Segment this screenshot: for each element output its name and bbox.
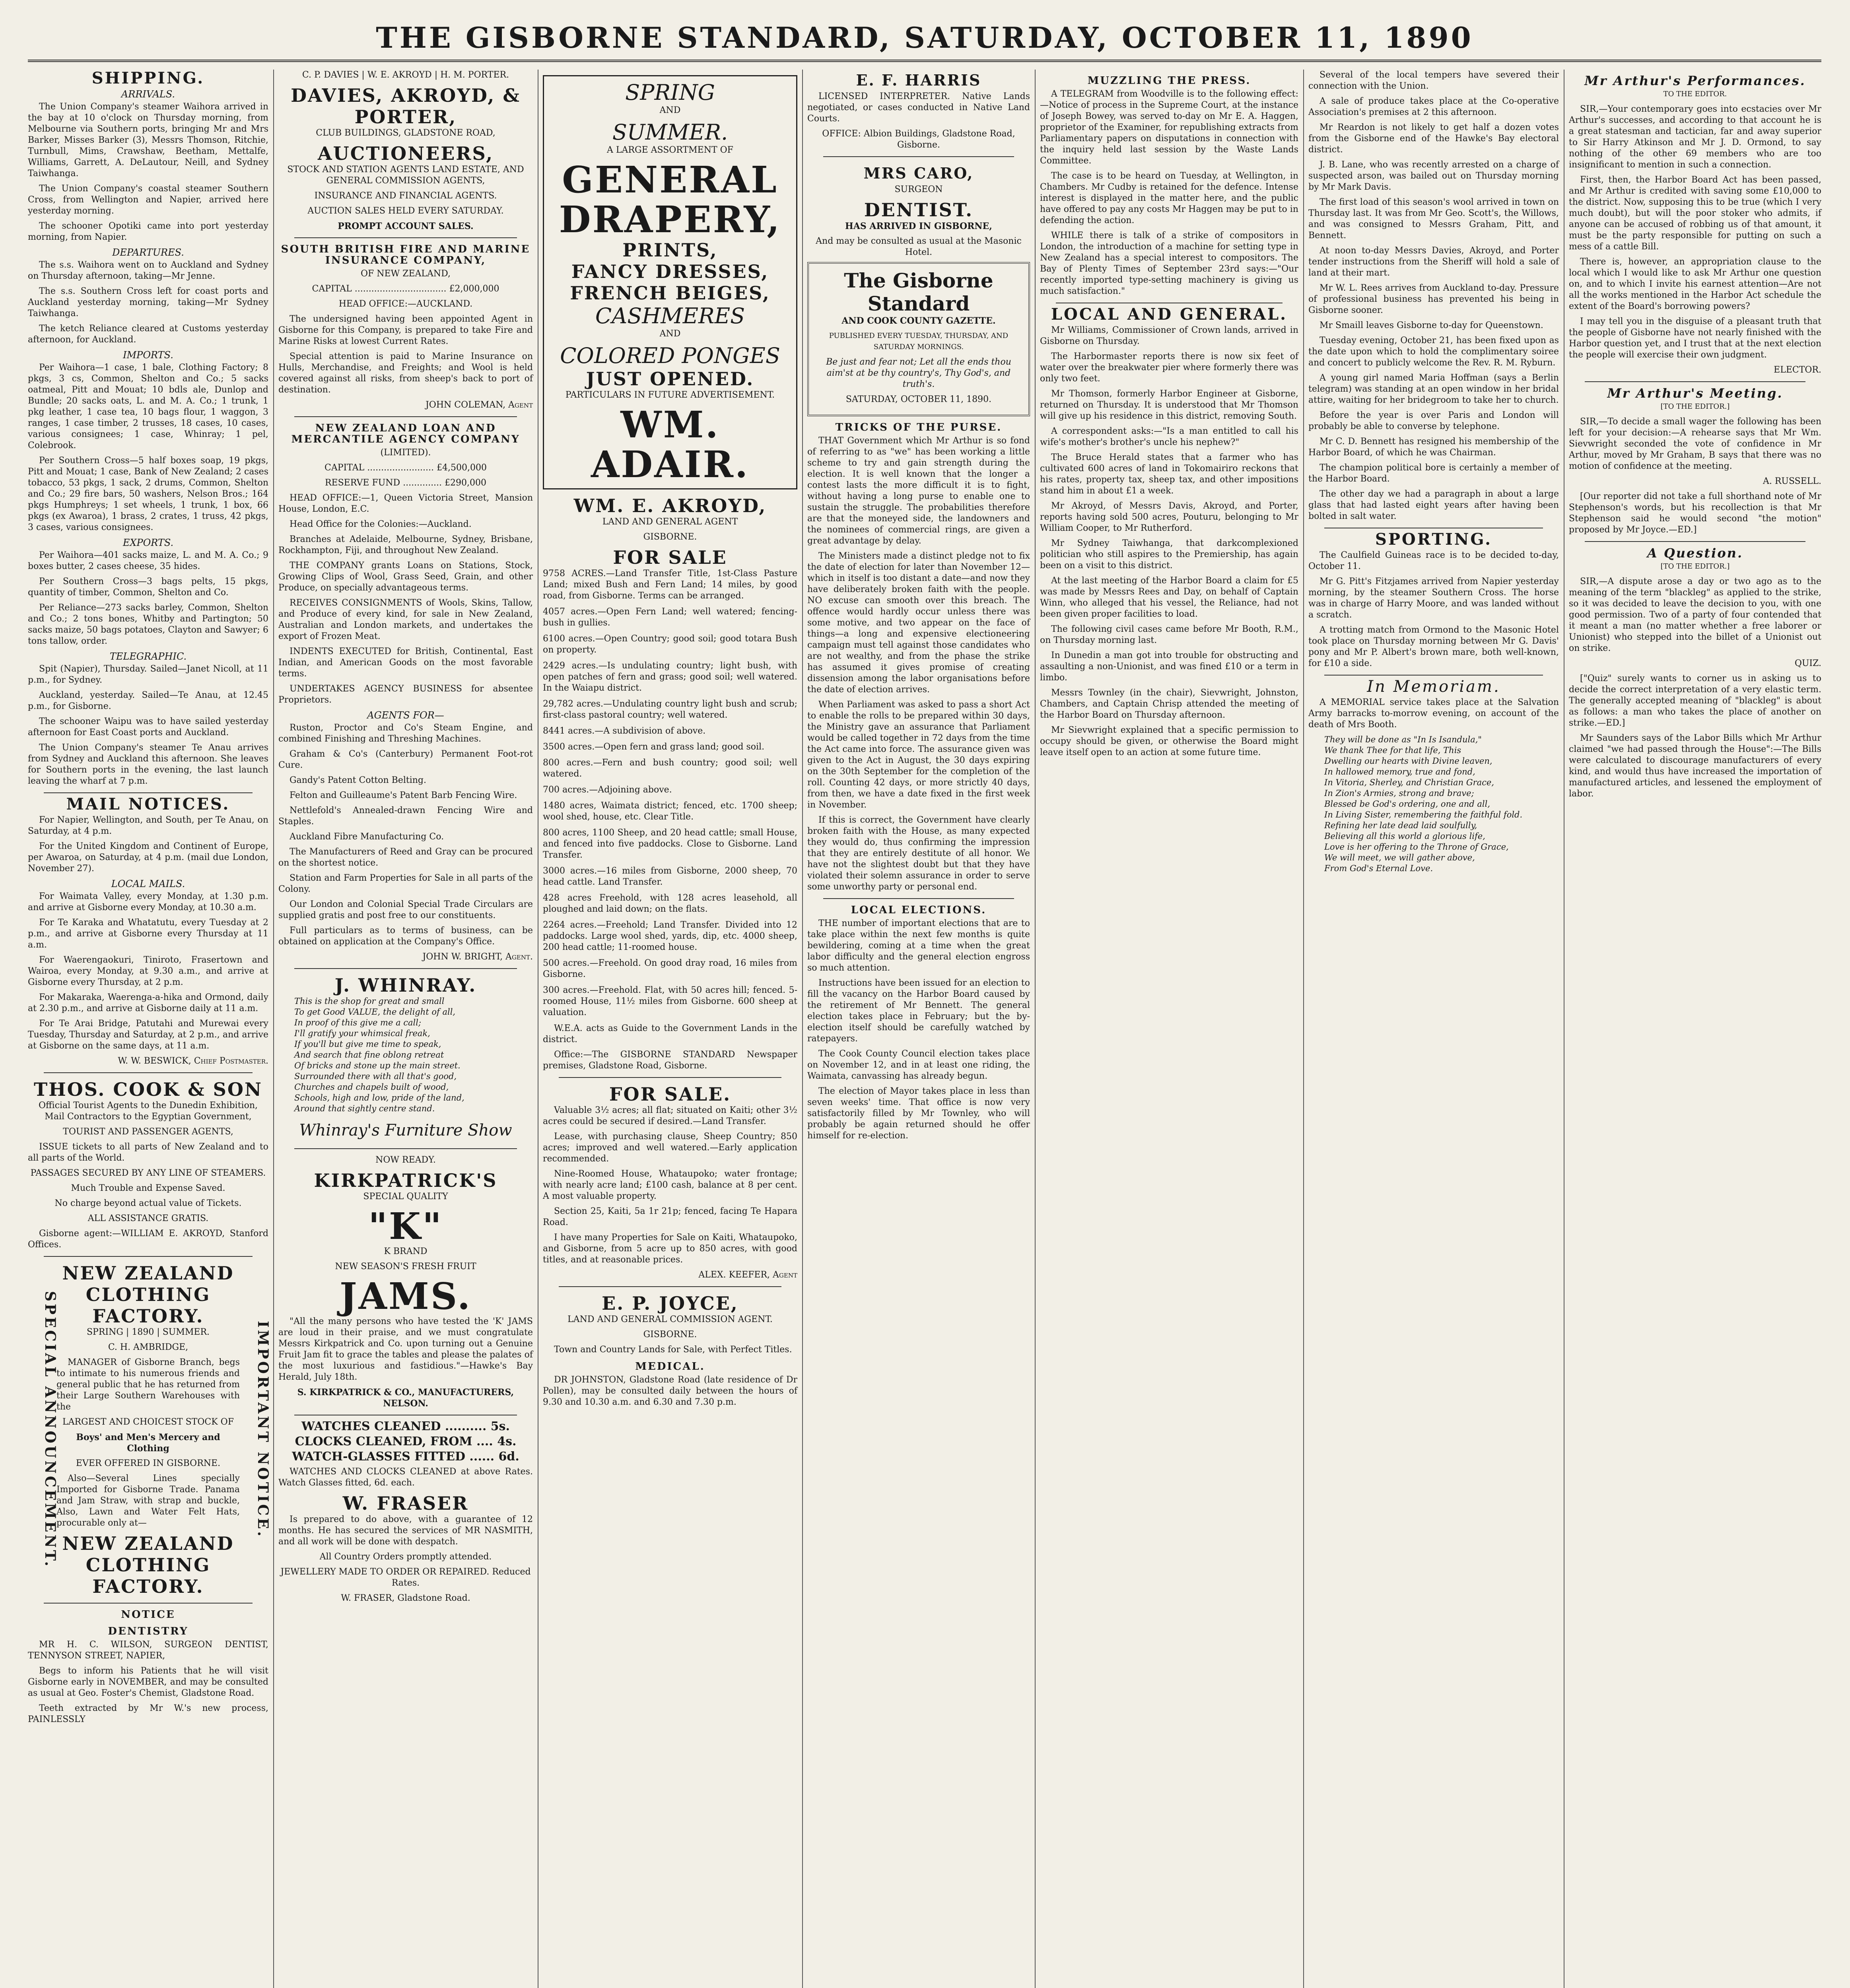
paragraph: "All the many persons who have tested the 'K' JAMS are loud in their praise, and we must congratulate Messrs Kirkpatrick and Co. upon turning out a Genuine Fruit Jam fit to grace the tables and please the palates of the most luxurious and fastidious."—Hawke's Bay Herald, July 18th. <box>278 1316 533 1382</box>
cook-heading: THOS. COOK & SON <box>33 1079 262 1100</box>
paragraph: Felton and Guilleaume's Patent Barb Fencing Wire. <box>290 790 517 800</box>
clothing-factory-footer: NEW ZEALAND CLOTHING FACTORY. <box>62 1533 234 1597</box>
sale-listing: 800 acres, 1100 Sheep, and 20 head cattle; small House, and fenced into five paddocks. Close to Gisborne. Land Transfer. <box>543 828 797 860</box>
agents-for-heading: AGENTS FOR— <box>367 710 444 721</box>
paragraph: At noon to-day Messrs Davies, Akroyd, and Porter tender instructions from the Sheriff will hold a sale of land at their mart. <box>1308 246 1559 278</box>
general-heading: GENERAL <box>562 158 778 201</box>
sale-listing: 2264 acres.—Freehold; Land Transfer. Divided into 12 paddocks. Large wool shed, yards, dip, etc. 4000 sheep, 200 head cattle; 11-roomed house. <box>543 920 797 952</box>
signature: A. RUSSELL. <box>1763 476 1821 486</box>
paragraph: WHILE there is talk of a strike of compositors in London, the introduction of a machine for setting type in New Zealand has a special interest to compositors. The Bay of Plenty Times of September 23rd says:—"Our recently imported type-setting machinery is giving us much satisfaction." <box>1040 231 1298 296</box>
paragraph: RECEIVES CONSIGNMENTS of Wools, Skins, Tallow, and Produce of every kind, for sale in New Zealand, Australian and London markets, and undertakes the export of Frozen Meat. <box>278 598 533 641</box>
paragraph: Spit (Napier), Thursday. Sailed—Janet Nicoll, at 11 p.m., for Sydney. <box>28 664 268 685</box>
signature: QUIZ. <box>1794 658 1821 668</box>
paragraph: Our London and Colonial Special Trade Circulars are supplied gratis and post free to our constituents. <box>278 899 533 920</box>
paragraph: No charge beyond actual value of Tickets. <box>54 1198 242 1208</box>
signature: JOHN COLEMAN, Agent <box>425 400 533 410</box>
paragraph: WATCHES AND CLOCKS CLEANED at above Rates. Watch Glasses fitted, 6d. each. <box>278 1467 533 1488</box>
paragraph: Messrs Townley (in the chair), Sievwright, Johnston, Chambers, and Captain Chrisp attended the meeting of the Harbor Board on Thursday afternoon. <box>1040 688 1298 720</box>
paragraph: TO THE EDITOR. <box>1663 90 1727 98</box>
paragraph: W. FRASER, Gladstone Road. <box>341 1593 470 1603</box>
whinray-footer: Whinray's Furniture Show <box>299 1121 512 1140</box>
paragraph: When Parliament was asked to pass a short Act to enable the rolls to be prepared within 30 days, the Ministry gave an assurance that Parliament would be called together in 72 days from the time the Act came into force. The assurance given was given to the Act in August, the 30 days expiring on the 30th September for the completion of the roll. Counting 42 days, or more strictly 40 days, from then, we have a date fixed in the first week in November. <box>807 700 1030 810</box>
sale-listing: 29,782 acres.—Undulating country light bush and scrub; first-class pastoral country; well watered. <box>543 699 797 720</box>
side-label-right: IMPORTANT NOTICE. <box>255 1321 271 1539</box>
firm-heading: DAVIES, AKROYD, & PORTER, <box>291 85 521 128</box>
paragraph: For Makaraka, Waerenga-a-hika and Ormond, daily at 2.30 p.m., and arrive at Gisborne daily at 11 a.m. <box>28 992 268 1013</box>
paragraph: Lease, with purchasing clause, Sheep Country; 850 acres; improved and well watered.—Early application recommended. <box>543 1132 797 1164</box>
paragraph: A MEMORIAL service takes place at the Salvation Army barracks to-morrow evening, on account of the death of Mrs Booth. <box>1308 697 1559 730</box>
paragraph: Several of the local tempers have severed their connection with the Union. <box>1308 70 1559 91</box>
medical-heading: MEDICAL. <box>635 1361 705 1373</box>
paragraph: K BRAND <box>384 1246 428 1256</box>
south-british-heading: SOUTH BRITISH FIRE AND MARINE INSURANCE COMPANY, <box>281 243 531 266</box>
paragraph: MANAGER of Gisborne Branch, begs to intimate to his numerous friends and general public that he has returned from their Large Southern Warehouses with the <box>56 1357 240 1412</box>
column-rule <box>1035 70 1036 1988</box>
clothing-factory-heading: NEW ZEALAND CLOTHING FACTORY. <box>62 1262 234 1327</box>
divider <box>1585 541 1805 542</box>
divider <box>44 1256 253 1257</box>
paragraph: STOCK AND STATION AGENTS LAND ESTATE, AND GENERAL COMMISSION AGENTS, <box>287 165 524 186</box>
signature: JOHN W. BRIGHT, Agent. <box>422 952 533 962</box>
paragraph: For Napier, Wellington, and South, per Te Anau, on Saturday, at 4 p.m. <box>28 815 268 836</box>
exports-heading: EXPORTS. <box>122 537 174 548</box>
divider <box>294 416 517 417</box>
paragraph: NEW SEASON'S FRESH FRUIT <box>335 1262 476 1272</box>
french-heading: FRENCH BEIGES, <box>570 282 770 304</box>
telegraphic-heading: TELEGRAPHIC. <box>109 651 187 662</box>
paragraph: A sale of produce takes place at the Co-operative Association's premises at 2 this afternoon. <box>1308 96 1559 117</box>
sale-listing: 800 acres.—Fern and bush country; good soil; well watered. <box>543 758 797 779</box>
column-editorial <box>807 70 1030 1988</box>
nz-loan-heading: NEW ZEALAND LOAN AND MERCANTILE AGENCY COMPANY <box>291 422 520 445</box>
paragraph: Boys' and Men's Mercery and Clothing <box>76 1432 220 1454</box>
paragraph: Be just and fear not; Let all the ends thou aim'st at be thy country's, Thy God's, and truth's. <box>826 357 1011 389</box>
divider <box>823 898 1014 899</box>
paragraph: A LARGE ASSORTMENT OF <box>607 145 733 155</box>
paragraph: INSURANCE AND FINANCIAL AGENTS. <box>314 191 497 201</box>
paragraph: Per Waihora—401 sacks maize, L. and M. A. Co.; 9 boxes butter, 2 cases cheese, 35 hides. <box>28 550 268 571</box>
dentistry-heading: DENTISTRY <box>108 1625 188 1637</box>
performances-heading: Mr Arthur's Performances. <box>1584 73 1806 88</box>
column-agents <box>278 70 533 1988</box>
paragraph: Per Southern Cross—3 bags pelts, 15 pkgs, quantity of timber, Common, Shelton and Co. <box>28 577 268 598</box>
paragraph: NOW READY. <box>375 1155 436 1165</box>
paragraph: J. B. Lane, who was recently arrested on a charge of suspected arson, was bailed out on Thursday morning by Mr Mark Davis. <box>1308 160 1559 192</box>
paragraph: C. H. AMBRIDGE, <box>108 1342 188 1352</box>
sale-listing: 6100 acres.—Open Country; good soil; good totara Bush on property. <box>543 634 797 655</box>
paragraph: Mr Akroyd, of Messrs Davis, Akroyd, and Porter, reports having sold 500 acres, Pouturu, belonging to Mr William Cooper, to Mr Rutherford. <box>1040 501 1298 533</box>
paragraph: S. KIRKPATRICK & CO., MANUFACTURERS, NELSON. <box>297 1387 514 1409</box>
column-rule <box>802 70 803 1988</box>
paragraph: The undersigned having been appointed Agent in Gisborne for this Company, is prepared to take Fire and Marine Risks at lowest Current Rates. <box>278 314 533 346</box>
shipping-heading: SHIPPING. <box>91 69 205 87</box>
paragraph: The Caulfield Guineas race is to be decided to-day, October 11. <box>1308 550 1559 571</box>
paragraph: Before the year is over Paris and London will probably be able to converse by telephone. <box>1308 410 1559 431</box>
paragraph: Tuesday evening, October 21, has been fixed upon as the date upon which to hold the complimentary soiree and concert to publicly welcome the Rev. R. M. Ryburn. <box>1308 336 1559 368</box>
divider <box>1324 675 1543 676</box>
paragraph: THE number of important elections that are to take place within the next few months is quite bewildering, coming at a time when the great labor difficulty and the general election engross so much attention. <box>807 918 1030 973</box>
dentist-heading: DENTIST. <box>864 199 974 221</box>
paragraph: The other day we had a paragraph in about a large glass that had lasted eight years after having been bolted in salt water. <box>1308 489 1559 521</box>
adair-heading: WM. ADAIR. <box>591 403 750 486</box>
paragraph: UNDERTAKES AGENCY BUSINESS for absentee Proprietors. <box>278 684 533 705</box>
paragraph: At the last meeting of the Harbor Board a claim for £5 was made by Messrs Rees and Day, on behalf of Captain Winn, who alleged that his vessel, the Reliance, had not been given proper facilities to load. <box>1040 576 1298 619</box>
paper-nameplate <box>807 262 1030 416</box>
paragraph: AND <box>659 329 681 339</box>
column-shipping <box>28 69 271 1988</box>
memoriam-heading: In Memoriam. <box>1367 678 1500 696</box>
paragraph: SPRING | 1890 | SUMMER. <box>86 1327 210 1337</box>
paragraph: The Union Company's coastal steamer Southern Cross, from Wellington and Napier, arrived here yesterday morning. <box>28 184 268 216</box>
divider <box>559 1286 781 1287</box>
paragraph: The election of Mayor takes place in less than seven weeks' time. That office is now very satisfactorily filled by Mr Townley, who will probably be again returned should he offer himself for re-election. <box>807 1086 1030 1141</box>
column-rule <box>273 70 274 1988</box>
divider <box>1585 381 1805 382</box>
paragraph: Mr Smaill leaves Gisborne to-day for Queenstown. <box>1319 320 1543 330</box>
paragraph: SIR,—A dispute arose a day or two ago as to the meaning of the term "blackleg" as applied to the strike, so it was decided to leave the decision to you, with one good permission. Two of a party of four contended that it meant a man (no matter whether a free laborer or Unionist) who stepped into the billet of a Unionist out on strike. <box>1569 577 1821 653</box>
paper-title: The Gisborne Standard <box>844 269 993 315</box>
sale-listing: 3000 acres.—16 miles from Gisborne, 2000 sheep, 70 head cattle. Land Transfer. <box>543 866 797 887</box>
paragraph: Mr W. L. Rees arrives from Auckland to-day. Pressure of professional business has prevented his being in Gisborne sooner. <box>1308 283 1559 315</box>
paragraph: Mr Saunders says of the Labor Bills which Mr Arthur claimed "we had passed through the House":—The Bills were calculated to discourage manufacturers of every kind, and would thus have increased the importation of manufactured articles, and lessened the employment of labor. <box>1569 733 1821 799</box>
paragraph: WATCHES CLEANED .......... 5s. <box>301 1419 510 1433</box>
kirkpatrick-heading: KIRKPATRICK'S <box>314 1170 497 1191</box>
sale-listing: 4057 acres.—Open Fern Land; well watered; fencing-bush in gullies. <box>543 607 797 628</box>
paragraph: LICENSED INTERPRETER. Native Lands negotiated, or cases conducted in Native Land Courts. <box>807 91 1030 124</box>
paragraph: Head Office for the Colonies:—Auckland. <box>290 519 472 529</box>
paragraph: ISSUE tickets to all parts of New Zealand and to all parts of the World. <box>28 1142 268 1163</box>
sale-listing: 428 acres Freehold, with 128 acres leasehold, all ploughed and laid down; on the flats. <box>543 893 797 914</box>
paragraph: Valuable 3½ acres; all flat; situated on Kaiti; other 3½ acres could be secured if desired.—Land Transfer. <box>543 1105 797 1126</box>
paragraph: Ruston, Proctor and Co's Steam Engine, and combined Finishing and Threshing Machines. <box>278 723 533 744</box>
paragraph: Office:—The GISBORNE STANDARD Newspaper premises, Gladstone Road, Gisborne. <box>543 1050 797 1071</box>
paragraph: Full particulars as to terms of business, can be obtained on application at the Company's Office. <box>278 926 533 947</box>
paragraph: In Dunedin a man got into trouble for obstructing and assaulting a non-Unionist, and was fined £10 or a term in limbo. <box>1040 650 1298 683</box>
drapery-ad <box>543 75 797 489</box>
spring-heading: SPRING <box>625 80 715 105</box>
paragraph: MR H. C. WILSON, SURGEON DENTIST, TENNYSON STREET, NAPIER, <box>28 1640 268 1661</box>
local-elections-heading: LOCAL ELECTIONS. <box>851 904 987 916</box>
paragraph: The schooner Waipu was to have sailed yesterday afternoon for East Coast ports and Auckland. <box>28 716 268 738</box>
paragraph: Auckland Fibre Manufacturing Co. <box>290 832 444 842</box>
paragraph: For Waerengaokuri, Tiniroto, Frasertown and Wairoa, every Monday, at 9.30 a.m., and arrive at Gisborne every Thursday, at 2 p.m. <box>28 955 268 987</box>
paragraph: SIR,—Your contemporary goes into ecstacies over Mr Arthur's successes, and according to that account he is a great statesman and tactician, far and away superior to Sir Harry Atkinson and Mr J. D. Ormond, to say nothing of the other 69 members who are too insignificant to mention in such a connection. <box>1569 104 1821 170</box>
paragraph: EVER OFFERED IN GISBORNE. <box>76 1458 221 1468</box>
paragraph: AND COOK COUNTY GAZETTE. <box>841 316 996 326</box>
paragraph: HAS ARRIVED IN GISBORNE, <box>845 221 992 231</box>
divider <box>823 156 1014 157</box>
drapery-heading: DRAPERY, <box>559 198 781 241</box>
divider <box>294 968 517 969</box>
notice-heading: NOTICE <box>121 1609 175 1621</box>
divider <box>559 1077 781 1078</box>
arrivals-heading: ARRIVALS. <box>121 89 175 100</box>
column-news-2 <box>1308 70 1559 1988</box>
memoriam-poem: They will be done as "In Is Isandula," We thank Thee for that life, This Dwelling our hearts with Divine leaven, In hallowed memory, true and fond, In Vitoria, Sherley, and Christian Grace, In Zion's Armies, strong and brave; Blessed be God's ordering, one and all, In Living Sister, remembering the faithful fold. Refining her late dead laid soulfully, Believing all this world a glorious life, Love is her offering to the Throne of Grace, We will meet, we will gather above, From God's Eternal Love. <box>1324 735 1523 873</box>
paragraph: SPECIAL QUALITY <box>363 1192 448 1202</box>
sale-listing: 9758 ACRES.—Land Transfer Title, 1st-Class Pasture Land; mixed Bush and Fern Land; 14 miles, by good road, from Gisborne. Terms can be arranged. <box>543 569 797 601</box>
paragraph: THE COMPANY grants Loans on Stations, Stock, Growing Clips of Wool, Grass Seed, Grain, and other Produce, on specially advantageous terms. <box>278 561 533 593</box>
paragraph: HEAD OFFICE:—1, Queen Victoria Street, Mansion House, London, E.C. <box>278 493 533 514</box>
paragraph: GISBORNE. <box>643 1330 697 1340</box>
caro-heading: MRS CARO, <box>863 164 974 182</box>
sale-listing: 300 acres.—Freehold. Flat, with 50 acres hill; fenced. 5-roomed House, 11½ miles from Gisborne. 600 sheep at valuation. <box>543 985 797 1017</box>
paragraph: AUCTION SALES HELD EVERY SATURDAY. <box>307 206 504 216</box>
paragraph: W.E.A. acts as Guide to the Government Lands in the district. <box>543 1023 797 1044</box>
paragraph: LARGEST AND CHOICEST STOCK OF <box>62 1417 234 1427</box>
mail-notices-heading: MAIL NOTICES. <box>66 795 230 813</box>
column-rule <box>1303 70 1304 1988</box>
prints-heading: PRINTS, <box>622 239 718 261</box>
fancy-heading: FANCY DRESSES, <box>571 261 769 282</box>
paragraph: The Union Company's steamer Te Anau arrives from Sydney and Auckland this afternoon. She leaves for Southern ports in the evening, the last launch leaving the wharf at 7 p.m. <box>28 743 268 786</box>
paragraph: SATURDAY, OCTOBER 11, 1890. <box>845 394 992 404</box>
paragraph: Nine-Roomed House, Whataupoko; water frontage; with nearly acre land; £100 cash, balance at 8 per cent. A most valuable property. <box>543 1169 797 1201</box>
whinray-heading: J. WHINRAY. <box>334 975 477 996</box>
meeting-heading: Mr Arthur's Meeting. <box>1607 386 1783 401</box>
paragraph: The Harbormaster reports there is now six feet of water over the breakwater pier where formerly there was only two feet. <box>1040 351 1298 384</box>
paragraph: LAND AND GENERAL AGENT <box>602 517 738 527</box>
paragraph: Also—Several Lines specially Imported for Gisborne Trade. Panama and Jam Straw, with strap and buckle, Also, Lawn and Water Felt Hats, procurable only at— <box>56 1474 240 1528</box>
masthead: THE GISBORNE STANDARD, SATURDAY, OCTOBER 11, 1890 <box>28 16 1821 62</box>
paragraph: There is, however, an appropriation clause to the local which I would like to ask Mr Arthur one question on, and to which I invite his earnest attention—Are not all the works mentioned in the Harbor Act schedule the extent of the Board's borrowing powers? <box>1569 257 1821 311</box>
signature: W. W. BESWICK, Chief Postmaster. <box>118 1056 268 1066</box>
k-brand-mark: "K" <box>368 1205 443 1248</box>
paragraph: Mr Thomson, formerly Harbor Engineer at Gisborne, returned on Thursday. It is understood that Mr Thomson will give up his residence in this district, removing South. <box>1040 389 1298 421</box>
sale-listing: 3500 acres.—Open fern and grass land; good soil. <box>543 742 765 752</box>
paragraph: GISBORNE. <box>643 532 697 542</box>
paragraph: Section 25, Kaiti, 5a 1r 21p; fenced, facing Te Hapara Road. <box>543 1206 797 1227</box>
paragraph: First, then, the Harbor Board Act has been passed, and Mr Arthur is credited with saving some £10,000 to the district. Now, supposing this to be true (which I very much doubt), but will the poor stoker who admits, if anyone can be accused of robbing us of that amount, it must be the party responsible for putting on such a mess of a cattle Bill. <box>1569 175 1821 252</box>
paragraph: The Bruce Herald states that a farmer who has cultivated 600 acres of land in Tokomairiro reckons that his rates, property tax, sheep tax, and other impositions stand him in about £1 a week. <box>1040 452 1298 496</box>
paragraph: Nettlefold's Annealed-drawn Fencing Wire and Staples. <box>278 806 533 827</box>
paragraph: Per Southern Cross—5 half boxes soap, 19 pkgs, Pitt and Mouat; 1 case, Bank of New Zealand; 2 cases tobacco, 53 pkgs, 1 sack, 2 drums, Common, Shelton and Co.; 29 fire bars, 50 washers, Nelson Bros.; 164 pkgs Humphreys; 1 set wheels, 1 trunk, 1 box, 66 pkgs (ex Awaroa), 1 brass, 2 crates, 1 truss, 42 pkgs, 3 cases, various consignees. <box>28 456 268 532</box>
paragraph: The case is to be heard on Tuesday, at Wellington, in Chambers. Mr Cudby is retained for the defence. Intense interest is displayed in the matter here, and the public have offered to pay any costs Mr Haggen may be put to in defending the action. <box>1040 171 1298 225</box>
paragraph: PASSAGES SECURED BY ANY LINE OF STEAMERS. <box>30 1168 266 1178</box>
paragraph: TOURIST AND PASSENGER AGENTS, <box>63 1127 233 1137</box>
divider <box>294 237 517 238</box>
fraser-heading: W. FRASER <box>342 1493 469 1514</box>
paragraph: CLUB BUILDINGS, GLADSTONE ROAD, <box>316 128 496 138</box>
paragraph: I have many Properties for Sale on Kaiti, Whataupoko, and Gisborne, from 5 acre up to 850 acres, with good titles, and at reasonable prices. <box>543 1233 797 1265</box>
partners-line: C. P. DAVIES | W. E. AKROYD | H. M. PORTER. <box>302 70 509 80</box>
side-label-left: SPECIAL ANNOUNCEMENT. <box>42 1291 58 1569</box>
paragraph: PARTICULARS IN FUTURE ADVERTISEMENT. <box>565 390 775 400</box>
paragraph: Official Tourist Agents to the Dunedin Exhibition, Mail Contractors to the Egyptian Government, <box>39 1101 258 1122</box>
signature: ELECTOR. <box>1774 365 1821 375</box>
paragraph: A young girl named Maria Hoffman (says a Berlin telegram) was standing at an open window in her bridal attire, waiting for her bridegroom to take her to church. <box>1308 373 1559 405</box>
paragraph: The s.s. Southern Cross left for coast ports and Auckland yesterday morning, taking—Mr Sydney Taiwhanga. <box>28 286 268 318</box>
paragraph: Mr Williams, Commissioner of Crown lands, arrived in Gisborne on Thursday. <box>1040 325 1298 346</box>
paragraph: Gisborne agent:—WILLIAM E. AKROYD, Stanford Offices. <box>28 1229 268 1250</box>
auctioneers-heading: AUCTIONEERS, <box>317 143 494 164</box>
sale-listing: 2429 acres.—Is undulating country; light bush, with open patches of fern and grass; good soil; well watered. In the Waiapu district. <box>543 661 797 693</box>
paragraph: LAND AND GENERAL COMMISSION AGENT. <box>567 1314 773 1324</box>
paragraph: [TO THE EDITOR.] <box>1660 562 1730 571</box>
paragraph: The Ministers made a distinct pledge not to fix the date of election for later than November 12—which in itself is too distant a date—and now they have deliberately broken faith with the people. NO excuse can smooth over this breach. The offence would hardly occur unless there was some motive, and two appear on the face of things—a long and expensive electioneering campaign must tell against those candidates who are not wealthy, and from the phase the strike has assumed it gives promise of creating dissension among the labor organisations before the date of election arrives. <box>807 551 1030 695</box>
paragraph: CAPITAL ........................ £4,500,000 <box>325 463 487 473</box>
paragraph: If this is correct, the Government have clearly broken faith with the House, as many expected they would do, thus confirming the impression that they are entirely destitute of all honor. We have not the slightest doubt but that they have violated their solemn assurance in order to serve some unworthy party or personal end. <box>807 815 1030 892</box>
sporting-heading: SPORTING. <box>1375 530 1492 549</box>
opened-heading: JUST OPENED. <box>586 368 754 390</box>
paragraph: The ketch Reliance cleared at Customs yesterday afternoon, for Auckland. <box>28 324 268 345</box>
paragraph: For Waimata Valley, every Monday, at 1.30 p.m. and arrive at Gisborne every Monday, at 10.30 a.m. <box>28 891 268 912</box>
paragraph: The first load of this season's wool arrived in town on Thursday last. It was from Mr Geo. Scott's, the Willows, and was consigned to Messrs Graham, Pitt, and Bennett. <box>1308 197 1559 241</box>
paragraph: OF NEW ZEALAND, <box>360 269 451 279</box>
for-sale-heading-2: FOR SALE. <box>609 1083 731 1105</box>
paragraph: The Cook County Council election takes place on November 12, and in at least one riding, the Waimata, canvassing has already begun. <box>807 1049 1030 1081</box>
paragraph: Town and Country Lands for Sale, with Perfect Titles. <box>554 1345 792 1355</box>
cashmeres-heading: CASHMERES <box>595 303 745 328</box>
harris-heading: E. F. HARRIS <box>856 71 981 89</box>
paragraph: And may be consulted as usual at the Masonic Hotel. <box>816 236 1022 257</box>
paragraph: Per Reliance—273 sacks barley, Common, Shelton and Co.; 2 tons bones, Whitby and Partington; 50 sacks maize, 50 bags potatoes, Clayton and Sawyer; 6 tons tallow, order. <box>28 603 268 646</box>
sale-listing: 700 acres.—Adjoining above. <box>543 785 672 795</box>
paragraph: For the United Kingdom and Continent of Europe, per Awaroa, on Saturday, at 4 p.m. (mail due London, November 27). <box>28 841 268 874</box>
column-news <box>1040 70 1298 1988</box>
paragraph: All Country Orders promptly attended. <box>319 1552 492 1562</box>
paragraph: [Our reporter did not take a full shorthand note of Mr Stephenson's words, but his recollection is that Mr Stephenson said he would second "the motion" proposed by Mr Joyce.—ED.] <box>1569 491 1821 535</box>
paragraph: I may tell you in the disguise of a pleasant truth that the people of Gisborne have not nearly finished with the Harbor question yet, and I trust that at the next election the people will exercise their own judgment. <box>1569 316 1821 360</box>
divider <box>44 1072 253 1073</box>
paragraph: Instructions have been issued for an election to fill the vacancy on the Harbor Board caused by the retirement of Mr Bennett. The general election takes place in February; but the by-election itself should be carefully watched by ratepayers. <box>807 978 1030 1044</box>
paragraph: A trotting match from Ormond to the Masonic Hotel took place on Thursday morning between Mr G. Davis' pony and Mr P. Albert's brown mare, both well-known, for £10 a side. <box>1308 625 1559 668</box>
paragraph: PUBLISHED EVERY TUESDAY, THURSDAY, AND SATURDAY MORNINGS. <box>829 332 1009 351</box>
paragraph: Mr Sievwright explained that a specific permission to occupy should be given, or otherwise the Board might leave itself open to an action at some future time. <box>1040 725 1298 757</box>
joyce-heading: E. P. JOYCE, <box>602 1293 738 1314</box>
paragraph: HEAD OFFICE:—AUCKLAND. <box>338 299 473 309</box>
paragraph: Auckland, yesterday. Sailed—Te Anau, at 12.45 p.m., for Gisborne. <box>28 690 268 711</box>
paragraph: WATCH-GLASSES FITTED ...... 6d. <box>292 1450 519 1464</box>
paragraph: Gandy's Patent Cotton Belting. <box>290 775 427 785</box>
paragraph: Is prepared to do above, with a guarantee of 12 months. He has secured the services of MR NASMITH, and all work will be done with despatch. <box>278 1514 533 1547</box>
tricks-heading: TRICKS OF THE PURSE. <box>835 421 1002 433</box>
paragraph: Station and Farm Properties for Sale in all parts of the Colony. <box>278 873 533 894</box>
paragraph: JEWELLERY MADE TO ORDER OR REPAIRED. Reduced Rates. <box>280 1567 531 1588</box>
paragraph: SURGEON <box>894 184 943 194</box>
paragraph: (LIMITED). <box>380 448 431 458</box>
signature: ALEX. KEEFER, Agent <box>698 1270 797 1280</box>
column-letters <box>1569 70 1821 1988</box>
sale-listing: 500 acres.—Freehold. On good dray road, 16 miles from Gisborne. <box>543 958 797 979</box>
divider <box>44 792 253 793</box>
paragraph: The champion political bore is certainly a member of the Harbor Board. <box>1308 463 1559 484</box>
paragraph: OFFICE: Albion Buildings, Gladstone Road, Gisborne. <box>822 129 1015 150</box>
whinray-poem: This is the shop for great and small To get Good VALUE, the delight of all, In proof of this give me a call; I'll gratify your whimsical freak, If you'll but give me time to speak, And search that fine oblong retreat Of bricks and stone up the main street. Surrounded there with all that's good, Churches and chapels built of wood, Schools, high and low, pride of the land, Around that sightly centre stand. <box>294 996 464 1113</box>
paragraph: A TELEGRAM from Woodville is to the following effect:—Notice of process in the Supreme Court, at the instance of Joseph Bowey, was served to-day on Mr E. A. Haggen, proprietor of the Examiner, for republishing extracts from Parliamentary papers on disputations in connection with the inquiry held last session by the Waste Lands Committee. <box>1040 89 1298 166</box>
paragraph: CLOCKS CLEANED, FROM .... 4s. <box>295 1435 517 1448</box>
divider <box>44 1603 253 1604</box>
paragraph: The Manufacturers of Reed and Gray can be procured on the shortest notice. <box>278 847 533 868</box>
akroyd-heading: WM. E. AKROYD, <box>573 495 767 516</box>
paragraph: Begs to inform his Patients that he will visit Gisborne early in NOVEMBER, and may be consulted as usual at Geo. Foster's Chemist, Gladstone Road. <box>28 1666 268 1698</box>
paragraph: DR JOHNSTON, Gladstone Road (late residence of Dr Pollen), may be consulted daily between the hours of 9.30 and 10.30 a.m. and 6.30 and 7.30 p.m. <box>543 1375 797 1407</box>
question-heading: A Question. <box>1647 546 1743 561</box>
pongees-heading: COLORED PONGES <box>560 343 780 368</box>
paragraph: RESERVE FUND .............. £290,000 <box>325 478 487 488</box>
paragraph: For Te Arai Bridge, Patutahi and Murewai every Tuesday, Thursday and Saturday, at 2 p.m., and arrive at Gisborne on the same days, at 11 a.m. <box>28 1019 268 1051</box>
paragraph: Per Waihora—1 case, 1 bale, Clothing Factory; 8 pkgs, 3 cs, Common, Shelton and Co.; 5 sacks oatmeal, Pitt and Mouat; 10 bdls ale, Dunlop and Bundle; 20 sacks oats, L. and M. A. Co.; 1 trunk, 1 pkg leather, 1 case tea, 10 bags flour, 1 waggon, 3 ranges, 1 case timber, 2 trusses, 18 cases, 10 cases, various consignees; 1 case, Whinray; 1 pel, Colebrook. <box>28 363 268 450</box>
paragraph: Branches at Adelaide, Melbourne, Sydney, Brisbane, Rockhampton, Fiji, and throughout New Zealand. <box>278 534 533 555</box>
local-general-heading: LOCAL AND GENERAL. <box>1051 305 1288 324</box>
paragraph: Mr Reardon is not likely to get half a dozen votes from the Gisborne end of the Hawke's Bay electoral district. <box>1308 122 1559 155</box>
paragraph: A correspondent asks:—"Is a man entitled to call his wife's mother's brother's uncle his nephew?" <box>1040 426 1298 447</box>
paragraph: Mr G. Pitt's Fitzjames arrived from Napier yesterday morning, by the steamer Southern Cross. The horse was in charge of Harry Moore, and was landed without a scratch. <box>1308 577 1559 620</box>
paragraph: ["Quiz" surely wants to corner us in asking us to decide the correct interpretation of a very elastic term. The generally accepted meaning of "blackleg" is about as follows: a man who takes the place of another on strike.—ED.] <box>1569 674 1821 728</box>
muzzling-heading: MUZZLING THE PRESS. <box>1087 75 1251 87</box>
departures-heading: DEPARTURES. <box>112 247 184 258</box>
paragraph: SIR,—To decide a small wager the following has been left for your decision:—A rehearse says that Mr Wm. Sievwright seconded the vote of confidence in Mr Arthur, moved by Mr Graham, B says that there was no motion of confidence at the meeting. <box>1569 417 1821 471</box>
for-sale-heading: FOR SALE <box>613 547 727 568</box>
sale-listing: 8441 acres.—A subdivision of above. <box>543 726 706 736</box>
local-mails-heading: LOCAL MAILS. <box>111 878 185 889</box>
paragraph: Much Trouble and Expense Saved. <box>71 1183 225 1193</box>
summer-heading: SUMMER. <box>612 120 728 145</box>
imports-heading: IMPORTS. <box>123 349 173 361</box>
paragraph: THAT Government which Mr Arthur is so fond of referring to as "we" has been working a little scheme to try and gain strength during the election. It is well known that the longer a contest lasts the more difficult it is to fight, without having a long purse to enable one to sustain the struggle. The probabilities therefore are that the moneyed side, the landowners and the nominees of commercial rings, are given a great advantage by delay. <box>807 436 1030 546</box>
paragraph: The following civil cases came before Mr Booth, R.M., on Thursday morning last. <box>1040 624 1298 645</box>
paragraph: PROMPT ACCOUNT SALES. <box>338 221 474 231</box>
jams-heading: JAMS. <box>340 1275 472 1318</box>
paragraph: For Te Karaka and Whatatutu, every Tuesday at 2 p.m., and arrive at Gisborne every Thursday at 11 a.m. <box>28 918 268 950</box>
paragraph: Special attention is paid to Marine Insurance on Hulls, Merchandise, and Freights; and Wool is held covered against all risks, from sheep's back to port of destination. <box>278 351 533 395</box>
paragraph: The Union Company's steamer Waihora arrived in the bay at 10 o'clock on Thursday morning, from Melbourne via Southern ports, bringing Mr and Mrs Barker, Misses Barker (3), Messrs Thomson, Ritchie, Turnbull, Mims, Crawshaw, Beetham, Mettalfe, Williams, Garrett, A. DeLautour, Neill, and Sydney Taiwhanga. <box>28 102 268 179</box>
paragraph: Graham & Co's (Canterbury) Permanent Foot-rot Cure. <box>278 749 533 770</box>
clothing-factory-ad <box>28 1262 271 1597</box>
paragraph: The s.s. Waihora went on to Auckland and Sydney on Thursday afternoon, taking—Mr Jenne. <box>28 260 268 281</box>
column-drapery <box>543 70 797 1988</box>
paragraph: ALL ASSISTANCE GRATIS. <box>87 1213 209 1223</box>
paragraph: INDENTS EXECUTED for British, Continental, East Indian, and American Goods on the most favorable terms. <box>278 646 533 679</box>
paragraph: Mr Sydney Taiwhanga, that darkcomplexioned politician who still aspires to the Premiership, has again been on a visit to this district. <box>1040 538 1298 571</box>
paragraph: CAPITAL ................................. £2,000,000 <box>312 284 499 294</box>
paragraph: Mr C. D. Bennett has resigned his membership of the Harbor Board, of which he was Chairman. <box>1308 437 1559 458</box>
paragraph: The schooner Opotiki came into port yesterday morning, from Napier. <box>28 221 268 242</box>
paragraph: [TO THE EDITOR.] <box>1660 402 1730 411</box>
paragraph: AND <box>659 105 681 115</box>
paragraph: Teeth extracted by Mr W.'s new process, PAINLESSLY <box>28 1703 268 1724</box>
sale-listing: 1480 acres, Waimata district; fenced, etc. 1700 sheep; wool shed, house, etc. Clear Title. <box>543 801 797 822</box>
divider <box>294 1148 517 1149</box>
